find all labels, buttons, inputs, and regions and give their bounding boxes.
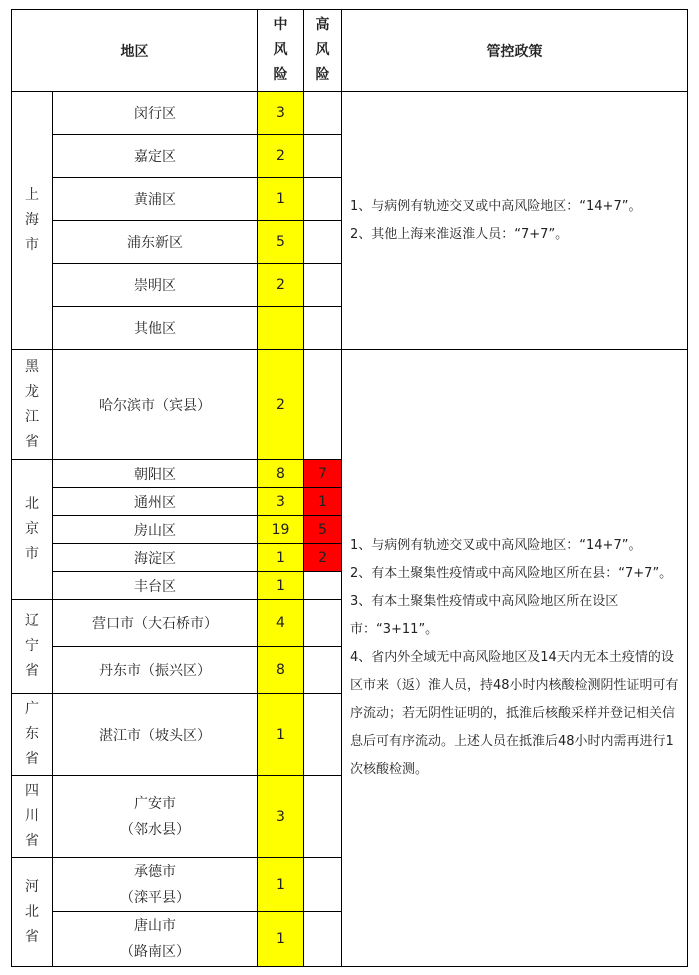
mid-risk-count: 5 (258, 221, 304, 264)
area-cell: 广安市 （邻水县） (53, 776, 258, 858)
high-risk-count: 1 (304, 488, 342, 516)
header-policy: 管控政策 (342, 10, 688, 92)
area-cell: 黄浦区 (53, 178, 258, 221)
high-risk-count (304, 694, 342, 776)
policy-others (342, 350, 688, 967)
area-cell: 承德市 （滦平县） (53, 858, 258, 912)
mid-risk-count: 1 (258, 178, 304, 221)
mid-risk-count: 3 (258, 776, 304, 858)
province-cell-liaoning: 辽 宁 省 (12, 600, 53, 694)
province-cell-heilongjiang: 黑 龙 江 省 (12, 350, 53, 460)
mid-risk-count: 8 (258, 647, 304, 694)
header-row (12, 10, 688, 92)
area-cell: 哈尔滨市（宾县） (53, 350, 258, 460)
mid-risk-count: 19 (258, 516, 304, 544)
area-cell: 丹东市（振兴区） (53, 647, 258, 694)
policy-item: 1、与病例有轨迹交叉或中高风险地区：“14+7”。 (350, 198, 642, 214)
mid-risk-count: 1 (258, 694, 304, 776)
mid-risk-count: 8 (258, 460, 304, 488)
area-cell: 朝阳区 (53, 460, 258, 488)
high-risk-count (304, 135, 342, 178)
high-risk-count (304, 264, 342, 307)
high-risk-count (304, 776, 342, 858)
province-cell-shanghai: 上 海 市 (12, 92, 53, 350)
province-cell-guangdong: 广 东 省 (12, 694, 53, 776)
mid-risk-count (258, 307, 304, 350)
mid-risk-count: 4 (258, 600, 304, 647)
high-risk-count (304, 912, 342, 967)
high-risk-count: 5 (304, 516, 342, 544)
mid-risk-count: 1 (258, 912, 304, 967)
mid-risk-count: 1 (258, 572, 304, 600)
mid-risk-count: 2 (258, 350, 304, 460)
policy-item: 2、其他上海来淮返淮人员：“7+7”。 (350, 226, 569, 242)
policy-item: 2、有本土聚集性疫情或中高风险地区所在县：“7+7”。 (350, 566, 673, 581)
area-cell: 闵行区 (53, 92, 258, 135)
table-row (12, 92, 688, 135)
area-cell: 其他区 (53, 307, 258, 350)
mid-risk-count: 2 (258, 135, 304, 178)
high-risk-count: 2 (304, 544, 342, 572)
mid-risk-count: 3 (258, 92, 304, 135)
area-cell: 通州区 (53, 488, 258, 516)
high-risk-count (304, 307, 342, 350)
mid-risk-count: 2 (258, 264, 304, 307)
risk-policy-table (11, 9, 688, 967)
area-cell: 崇明区 (53, 264, 258, 307)
table-row (12, 350, 688, 460)
header-mid-risk: 中 风 险 (258, 10, 304, 92)
high-risk-count (304, 350, 342, 460)
high-risk-count: 7 (304, 460, 342, 488)
area-cell: 湛江市（坡头区） (53, 694, 258, 776)
province-cell-beijing: 北 京 市 (12, 460, 53, 600)
high-risk-count (304, 178, 342, 221)
area-cell: 营口市（大石桥市） (53, 600, 258, 647)
province-cell-sichuan: 四 川 省 (12, 776, 53, 858)
mid-risk-count: 3 (258, 488, 304, 516)
area-cell: 海淀区 (53, 544, 258, 572)
high-risk-count (304, 647, 342, 694)
high-risk-count (304, 572, 342, 600)
high-risk-count (304, 221, 342, 264)
province-cell-hebei: 河 北 省 (12, 858, 53, 967)
policy-item: 3、有本土聚集性疫情或中高风险地区所在设区市：“3+11”。 (350, 594, 619, 637)
area-cell: 房山区 (53, 516, 258, 544)
area-cell: 唐山市 （路南区） (53, 912, 258, 967)
header-high-risk: 高 风 险 (304, 10, 342, 92)
policy-item: 4、省内外全域无中高风险地区及14天内无本土疫情的设区市来（返）淮人员，持48小时内核酸检测阴性证明可有序流动；若无阴性证明的，抵淮后核酸采样并登记相关信息后可有序流动。上述人员在抵淮后48小时内需再进行1次核酸检测。 (350, 650, 679, 777)
header-region: 地区 (12, 10, 258, 92)
high-risk-count (304, 92, 342, 135)
mid-risk-count: 1 (258, 858, 304, 912)
policy-shanghai (342, 92, 688, 350)
area-cell: 丰台区 (53, 572, 258, 600)
mid-risk-count: 1 (258, 544, 304, 572)
area-cell: 嘉定区 (53, 135, 258, 178)
high-risk-count (304, 600, 342, 647)
area-cell: 浦东新区 (53, 221, 258, 264)
high-risk-count (304, 858, 342, 912)
policy-item: 1、与病例有轨迹交叉或中高风险地区：“14+7”。 (350, 538, 642, 553)
